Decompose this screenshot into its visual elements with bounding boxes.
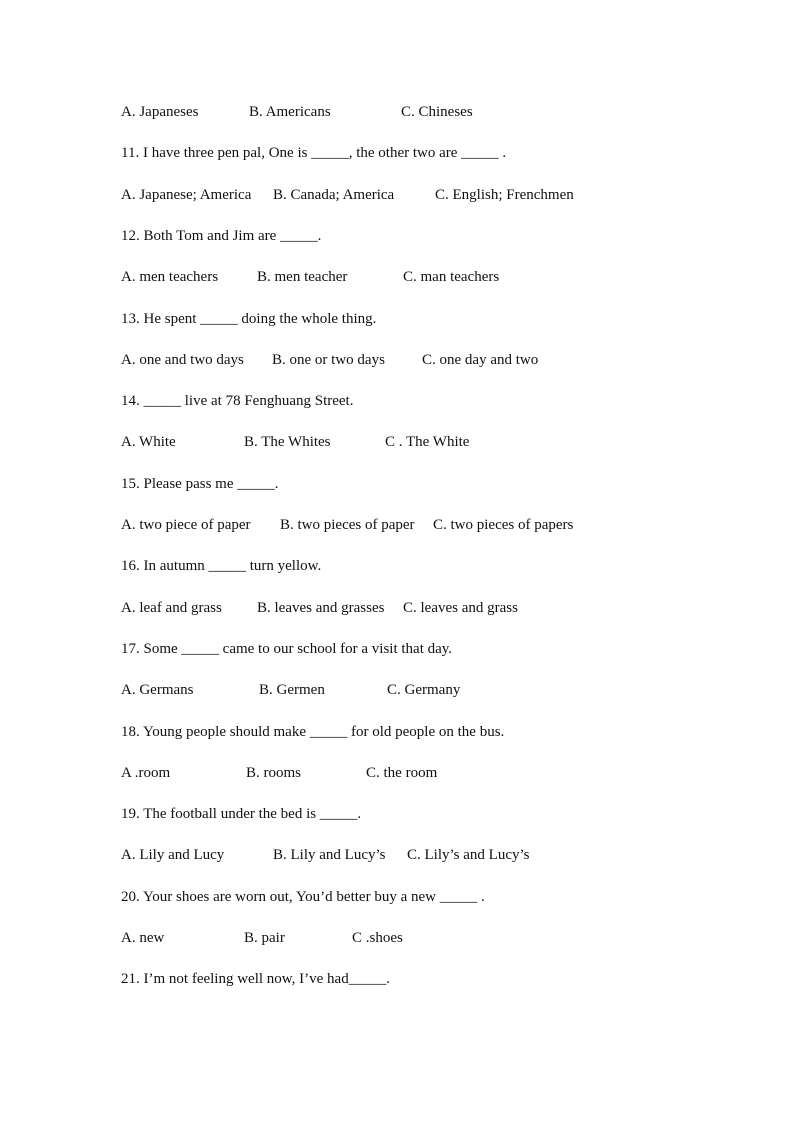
answer-option: A .room <box>121 764 171 781</box>
answer-options <box>121 185 681 205</box>
answer-option: B. Canada; America <box>273 186 395 203</box>
answer-options <box>121 680 681 700</box>
answer-option: A. two piece of paper <box>121 517 251 533</box>
answer-option: A. White <box>121 434 176 451</box>
answer-options <box>121 350 681 370</box>
answer-option: B. rooms <box>246 764 302 781</box>
answer-option: C. English; Frenchmen <box>435 186 574 203</box>
answer-options <box>121 598 681 618</box>
question-text: 12. Both Tom and Jim are _____. <box>121 227 322 244</box>
question-text: 13. He spent _____ doing the whole thing. <box>121 310 377 327</box>
question-text: 20. Your shoes are worn out, You’d better buy a new _____ . <box>121 888 485 905</box>
answer-option: C. Germany <box>387 682 461 699</box>
answer-option: C. one day and two <box>422 351 539 368</box>
answer-option: B. two pieces of paper <box>280 517 415 533</box>
question-text: 15. Please pass me _____. <box>121 475 279 492</box>
answer-options <box>121 267 681 287</box>
answer-option: A. Japaneses <box>121 104 199 120</box>
answer-options <box>121 763 681 783</box>
answer-option: C. Lily’s and Lucy’s <box>407 847 530 864</box>
answer-options <box>121 845 681 865</box>
answer-option: C. the room <box>366 764 438 781</box>
answer-options <box>121 432 681 452</box>
answer-option: C. leaves and grass <box>403 599 518 616</box>
answer-option: C .shoes <box>352 930 403 946</box>
answer-options <box>121 515 681 535</box>
answer-option: B. Germen <box>259 682 325 699</box>
answer-option: C. man teachers <box>403 269 500 286</box>
question-text: 19. The football under the bed is _____. <box>121 806 362 823</box>
question-text: 18. Young people should make _____ for old people on the bus. <box>121 723 505 740</box>
answer-option: C . The White <box>385 434 470 451</box>
answer-option: A. Germans <box>121 682 194 699</box>
answer-option: A. one and two days <box>121 351 244 368</box>
answer-option: B. Lily and Lucy’s <box>273 847 386 864</box>
answer-option: A. leaf and grass <box>121 599 222 616</box>
answer-option: A. men teachers <box>121 269 219 286</box>
question-text: 16. In autumn _____ turn yellow. <box>121 558 322 575</box>
answer-option: B. leaves and grasses <box>257 599 385 616</box>
answer-option: A. Japanese; America <box>121 186 252 203</box>
answer-option: B. one or two days <box>272 351 385 368</box>
question-text: 17. Some _____ came to our school for a visit that day. <box>121 640 453 657</box>
question-text: 11. I have three pen pal, One is _____, the other two are _____ . <box>121 145 507 162</box>
question-text: 21. I’m not feeling well now, I’ve had_____. <box>121 971 390 988</box>
answer-option: C. Chineses <box>401 104 473 120</box>
question-text: 14. _____ live at 78 Fenghuang Street. <box>121 393 354 410</box>
answer-options <box>121 102 681 122</box>
answer-option: B. pair <box>244 930 285 946</box>
answer-option: B. men teacher <box>257 269 348 286</box>
answer-option: A. new <box>121 930 165 946</box>
answer-options <box>121 928 681 948</box>
answer-option: C. two pieces of papers <box>433 517 574 533</box>
answer-option: B. Americans <box>249 104 331 120</box>
answer-option: B. The Whites <box>244 434 331 451</box>
answer-option: A. Lily and Lucy <box>121 847 225 864</box>
